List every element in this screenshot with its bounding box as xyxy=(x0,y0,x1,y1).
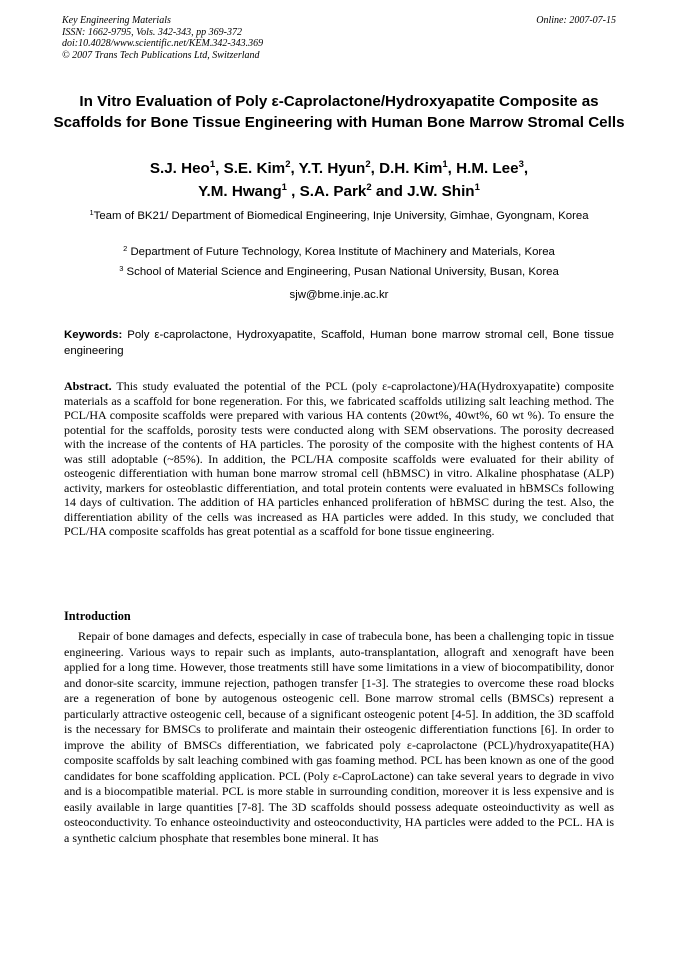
affiliation-text: Department of Future Technology, Korea Institute of Machinery and Materials, Korea xyxy=(127,246,555,258)
author-separator: , xyxy=(286,183,300,200)
corresponding-email[interactable]: sjw@bme.inje.ac.kr xyxy=(289,289,389,301)
author-separator: , xyxy=(370,160,380,177)
author-name: Y.M. Hwang xyxy=(198,183,282,200)
author-list xyxy=(50,157,628,203)
author-line-1 xyxy=(150,160,528,177)
paper-title: In Vitro Evaluation of Poly ε-Caprolactone/Hydroxyapatite Composite as Scaffolds for Bone Tissue Engineering with Human Bone Marrow Stromal Cells xyxy=(53,93,625,131)
author-line-2 xyxy=(198,183,480,200)
affiliation-number: 2 xyxy=(123,244,128,253)
affiliation-number: 3 xyxy=(119,264,124,273)
online-date: Online: 2007-07-15 xyxy=(536,15,616,26)
keywords-label: Keywords: xyxy=(64,329,123,341)
abstract-label: Abstract. xyxy=(64,379,112,393)
doi-line: doi:10.4028/www.scientific.net/KEM.342-343.369 xyxy=(62,38,264,49)
author-affiliation-mark: 1 xyxy=(442,159,448,170)
journal-name: Key Engineering Materials xyxy=(62,15,171,26)
author-name: S.E. Kim xyxy=(223,160,286,177)
affiliation-number: 1 xyxy=(89,208,94,217)
copyright-line: © 2007 Trans Tech Publications Ltd, Switzerland xyxy=(62,49,260,61)
introduction-paragraph: Repair of bone damages and defects, especially in case of trabecula bone, has been a challenging topic in tissue engineering. Various ways to repair such as implants, auto-transplantation, allograft and xenograft have been applied for a long time. However, those treatments still have some limitations in a view of biocompatibility, donor and donor-site scarcity, immune rejection, pathogen transfer [1-3]. The strategies to overcome these road blocks are a regeneration of bone by autogenous osteogenic cell. Bone marrow stromal cells (BMSCs) represent a particularly attractive osteogenic cell, because of a significant osteogenic potent [4-5]. In addition, the 3D scaffold is the necessary for BMSCs to proliferate and maintain their osteogenic differentiation functions [6]. In order to improve the ability of BMSCs differentiation, we fabricated poly ε-caprolactone (PCL)/hydroxyapatite(HA) composite scaffolds by salt leaching combined with gas foaming method. PCL has been known as one of the good candidates for bone scaffolding application. PCL (Poly ε-CaproLactone) can take several years to degrade in vivo and is a biocompatible material. PCL is more stable in surrounding condition, moreover it is less expensive and is easily available in large quantities [7-8]. The 3D scaffolds should possess adequate osteoinductivity as well as osteoconductivity. To enhance osteoinductivity and osteoconductivity, HA particles were added to the PCL. HA is a synthetic calcium phosphate that resembles bone mineral. It has xyxy=(64,629,614,845)
journal-header xyxy=(62,15,616,61)
abstract-text: This study evaluated the potential of the PCL (poly ε-caprolactone)/HA(Hydroxyapatite) composite materials as a scaffold for bone regeneration. For this, we fabricated scaffolds utilizing salt leaching method. The PCL/HA composite scaffolds were prepared with various HA contents (20wt%, 40wt%, 60 wt %). To ensure the potential for the scaffolds, porosity tests were conducted along with SEM observations. The porosity decreased with the increase of the contents of HA particles. The porosity of the composite with the highest contents of HA was still adoptable (~85%). In addition, the PCL/HA composite scaffolds were evaluated for their ability of osteogenic differentiation with human bone marrow stromal cell (hBMSC) in vitro. Alkaline phosphatase (ALP) activity, markers for osteoblastic differentiation, and total protein contents were evaluated in hBMSCs following 14 days of cultivation. The addition of HA particles enhanced proliferation of hBMSC during the test. Also, the differentiation ability of the cells was increased as HA particles were added. In this study, we concluded that PCL/HA composite scaffolds has great potential as a scaffold for bone tissue engineering. xyxy=(64,379,614,538)
affiliation-3 xyxy=(70,265,608,280)
introduction-text xyxy=(64,629,614,846)
author-affiliation-mark: 1 xyxy=(209,159,216,170)
author-separator: , xyxy=(290,160,299,177)
author-name: Y.T. Hyun xyxy=(298,160,366,177)
author-name: D.H. Kim xyxy=(379,160,443,177)
author-separator: , xyxy=(447,160,457,177)
affiliation-text: School of Material Science and Engineering, Pusan National University, Busan, Korea xyxy=(123,266,559,278)
author-separator: , xyxy=(215,160,224,177)
author-affiliation-mark: 2 xyxy=(285,159,291,170)
affiliation-text: Team of BK21/ Department of Biomedical Engineering, Inje University, Gimhae, Gyongnam, Korea xyxy=(93,210,589,222)
keywords-text: Poly ε-caprolactone, Hydroxyapatite, Scaffold, Human bone marrow stromal cell, Bone tissue engineering xyxy=(64,329,614,357)
affiliation-2 xyxy=(70,245,608,260)
author-name: H.M. Lee xyxy=(456,160,519,177)
author-separator: and xyxy=(371,183,408,200)
author-name: J.W. Shin xyxy=(407,183,475,200)
issn-line: ISSN: 1662-9795, Vols. 342-343, pp 369-372 xyxy=(62,26,242,38)
keywords-block xyxy=(64,327,614,359)
author-separator: , xyxy=(523,160,529,177)
author-affiliation-mark: 2 xyxy=(366,182,372,193)
author-name: S.J. Heo xyxy=(149,160,210,177)
introduction-heading: Introduction xyxy=(64,609,131,623)
affiliation-1 xyxy=(70,209,608,224)
author-affiliation-mark: 1 xyxy=(474,182,480,193)
author-affiliation-mark: 3 xyxy=(518,159,524,170)
author-affiliation-mark: 1 xyxy=(281,182,287,193)
author-name: S.A. Park xyxy=(299,183,367,200)
abstract-block xyxy=(64,379,614,539)
author-affiliation-mark: 2 xyxy=(365,159,371,170)
